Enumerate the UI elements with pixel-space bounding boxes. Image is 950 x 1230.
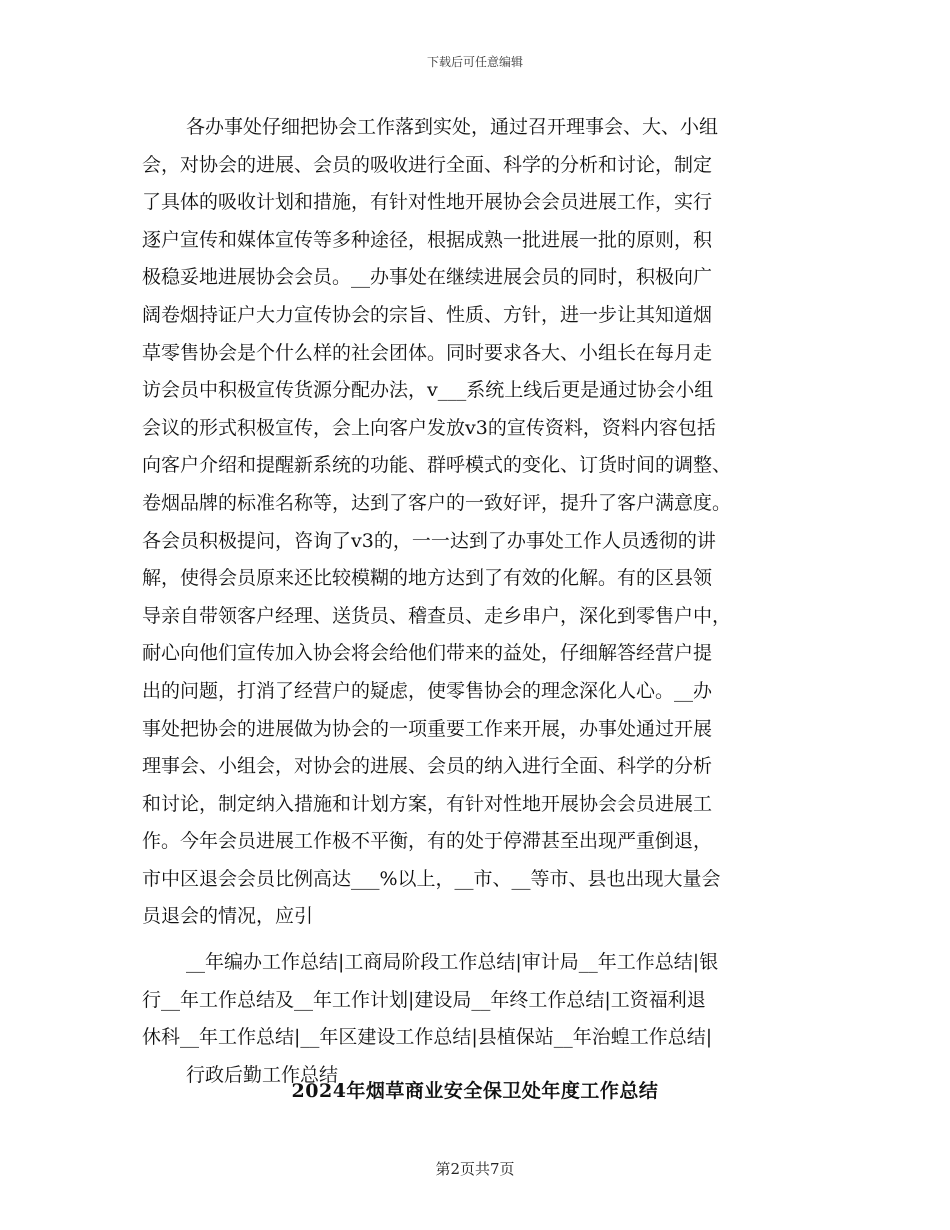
paragraph-2-line: 行__年工作总结及__年工作计划|建设局__年终工作总结|工资福利退 bbox=[142, 988, 706, 1011]
paragraph-1-line: 会议的形式积极宣传，会上向客户发放v3的宣传资料，资料内容包括 bbox=[142, 416, 716, 439]
paragraph-1-line: 会，对协会的进展、会员的吸收进行全面、科学的分析和讨论，制定 bbox=[142, 153, 713, 176]
paragraph-1-line: 理事会、小组会，对协会的进展、会员的纳入进行全面、科学的分析 bbox=[142, 755, 713, 778]
paragraph-2-line: __年编办工作总结|工商局阶段工作总结|审计局__年工作总结|银 bbox=[186, 951, 719, 974]
paragraph-spacer bbox=[142, 936, 810, 944]
paragraph-1-line: 访会员中积极宣传货源分配办法，v___系统上线后更是通过协会小组 bbox=[142, 379, 714, 402]
paragraph-1-line: 耐心向他们宣传加入协会将会给他们带来的益处，仔细解答经营户提 bbox=[142, 642, 713, 665]
paragraph-1-line: 了具体的吸收计划和措施，有针对性地开展协会会员进展工作，实行 bbox=[142, 191, 713, 214]
paragraph-1-line: 和讨论，制定纳入措施和计划方案，有针对性地开展协会会员进展工 bbox=[142, 792, 713, 815]
paragraph-1-line: 阔卷烟持证户大力宣传协会的宗旨、性质、方针，进一步让其知道烟 bbox=[142, 303, 713, 326]
paragraph-1-line: 解，使得会员原来还比较模糊的地方达到了有效的化解。有的区县领 bbox=[142, 567, 713, 590]
paragraph-1-line: 各会员积极提问，咨询了v3的，一一达到了办事处工作人员透彻的讲 bbox=[142, 529, 716, 552]
page-footer: 第2页共7页 bbox=[435, 1160, 515, 1178]
paragraph-1-line: 市中区退会会员比例高达___%以上，__市、__等市、县也出现大量会 bbox=[142, 867, 721, 890]
document-body bbox=[142, 109, 810, 1094]
paragraph-2-line: 行政后勤工作总结 bbox=[186, 1063, 339, 1086]
paragraph-1-line: 出的问题，打消了经营户的疑虑，使零售协会的理念深化人心。__办 bbox=[142, 679, 713, 702]
paragraph-1-line: 逐户宣传和媒体宣传等多种途径，根据成熟一批进展一批的原则，积 bbox=[142, 228, 713, 251]
paragraph-1-line: 事处把协会的进展做为协会的一项重要工作来开展，办事处通过开展 bbox=[142, 717, 713, 740]
paragraph-1-line: 草零售协会是个什么样的社会团体。同时要求各大、小组长在每月走 bbox=[142, 341, 713, 364]
header-note: 下载后可任意编辑 bbox=[426, 55, 523, 69]
paragraph-1-line: 作。今年会员进展工作极不平衡，有的处于停滞甚至出现严重倒退， bbox=[142, 830, 713, 853]
paragraph-1-line: 卷烟品牌的标准名称等，达到了客户的一致好评，提升了客户满意度。 bbox=[142, 491, 732, 514]
paragraph-1-line: 员退会的情况，应引 bbox=[142, 905, 314, 928]
paragraph-1-line: 极稳妥地进展协会会员。__办事处在继续进展会员的同时，积极向广 bbox=[142, 266, 713, 289]
section-title: 2024年烟草商业安全保卫处年度工作总结 bbox=[291, 1080, 659, 1102]
paragraph-1-line: 向客户介绍和提醒新系统的功能、群呼模式的变化、订货时间的调整、 bbox=[142, 454, 732, 477]
paragraph-1-line: 导亲自带领客户经理、送货员、稽查员、走乡串户，深化到零售户中， bbox=[142, 604, 732, 627]
paragraph-2-line: 休科__年工作总结|__年区建设工作总结|县植保站__年治蝗工作总结| bbox=[142, 1026, 713, 1049]
paragraph-1-line: 各办事处仔细把协会工作落到实处，通过召开理事会、大、小组 bbox=[186, 116, 719, 138]
